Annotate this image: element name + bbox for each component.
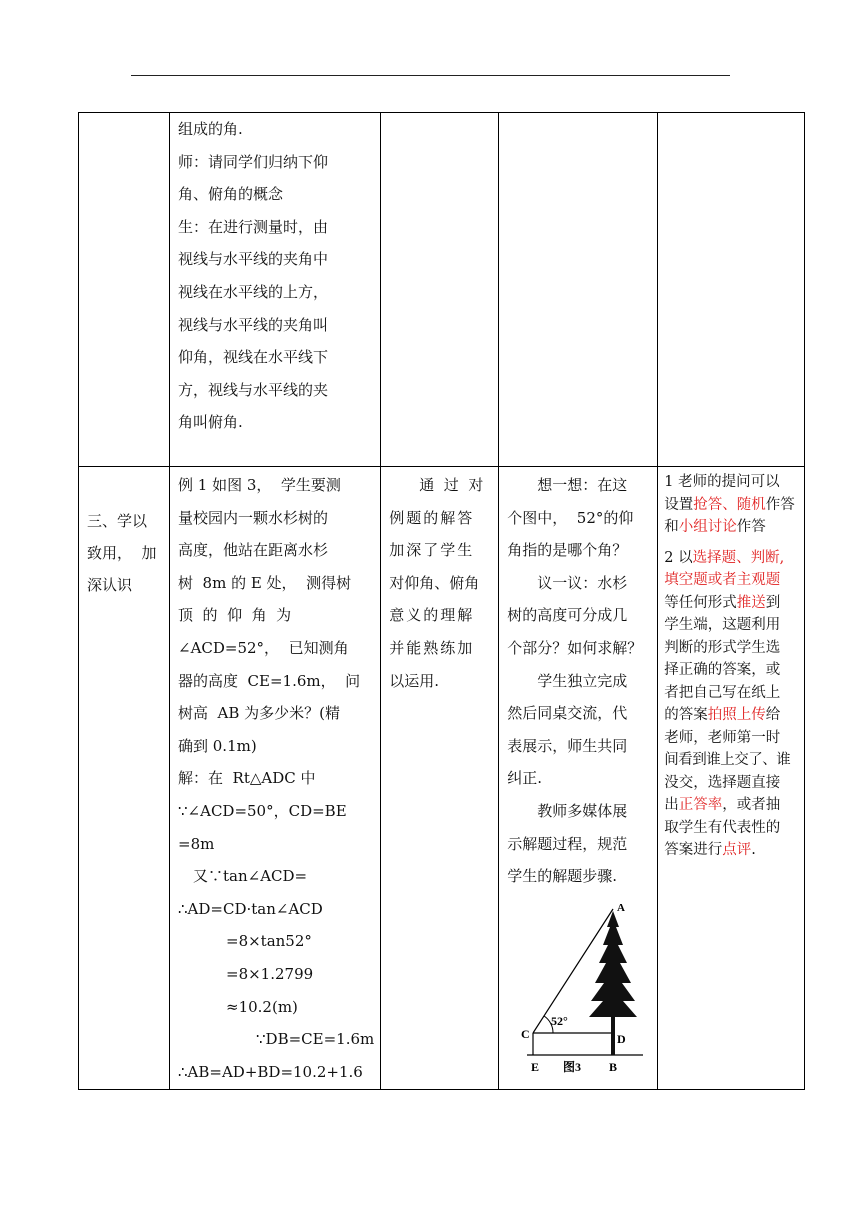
tech-text: 设置 [664, 496, 694, 513]
tech-line [664, 471, 800, 494]
tech-line: 间看到谁上交了、谁 [664, 752, 791, 768]
solution-line: =8m [178, 834, 215, 853]
example-line: 高度，他站在距离水杉 [178, 541, 329, 560]
tech-line [664, 839, 800, 862]
example-line: 树高 AB 为多少米？(精 [178, 704, 341, 723]
tech-highlight: 正答率 [678, 797, 723, 813]
tree-triangle-figure [513, 897, 653, 1077]
stage-line: 致用， 加 [87, 544, 157, 562]
tech-text: 到 [765, 594, 781, 611]
activity-line: 示解题过程，规范 [507, 834, 628, 853]
tech-line: 学生端，这题利用 [664, 617, 781, 633]
solution-line: =8×1.2799 [226, 964, 314, 983]
solution-line: ≈10.2(m) [226, 997, 298, 1016]
tech-line [664, 704, 800, 727]
example-line: 器的高度 CE=1.6m， 问 [178, 671, 361, 690]
tech-line [664, 547, 800, 570]
tech-text: 以 [678, 549, 693, 566]
content-line: 组成的角. [178, 120, 243, 138]
point-c-label: C [521, 1026, 530, 1041]
stage-line: 三、学以 [87, 512, 148, 530]
tech-text: ，或者抽 [722, 797, 781, 813]
tech-line: 取学生有代表性的 [664, 819, 781, 836]
tech-highlight: 填空题或者主观题 [664, 572, 781, 588]
tech-line: 判断的形式学生选 [664, 639, 781, 656]
design-line: 意义的理解 [389, 606, 475, 625]
tech-highlight: 点评 [722, 842, 752, 858]
activity-line: 议一议：水杉 [537, 573, 628, 592]
tech-text: 老师的提问可以 [678, 474, 780, 490]
tech-number: 2 [664, 549, 674, 566]
tech-number: 1 [664, 474, 674, 490]
content-cell [170, 113, 381, 467]
stage-cell [79, 113, 170, 467]
tech-cell [658, 467, 805, 1090]
content-line: 角、俯角的概念 [178, 185, 284, 204]
example-line: ∠ACD=52°， 已知测角 [178, 638, 349, 657]
tech-text: 出 [664, 797, 679, 813]
content-line: 视线与水平线的夹角叫 [178, 315, 329, 334]
tech-cell [658, 113, 805, 467]
tech-line [664, 516, 800, 539]
tech-line: 老师，老师第一时 [664, 729, 781, 746]
content-line: 师：请同学们归纳下仰 [178, 152, 329, 171]
tech-highlight: 小组讨论 [678, 519, 737, 535]
solution-line: ∴AD=CD·tan∠ACD [178, 899, 323, 918]
tech-text: 等任何形式 [664, 594, 737, 611]
tech-text: 作答 [765, 496, 795, 513]
design-line: 以运用. [389, 671, 440, 690]
point-e-label: E [531, 1059, 540, 1074]
angle-label: 52° [551, 1013, 569, 1028]
point-d-label: D [617, 1031, 626, 1046]
activity-line: 教师多媒体展 [537, 801, 628, 820]
tech-line [664, 592, 800, 615]
example-line: 确到 0.1m) [178, 736, 257, 755]
design-cell [381, 113, 499, 467]
figure-caption: 图3 [563, 1059, 582, 1074]
design-line: 对仰角、俯角 [389, 573, 480, 592]
content-line: 仰角，视线在水平线下 [178, 348, 329, 367]
activity-line: 想一想：在这 [537, 476, 628, 494]
design-line: 通 过 对 [419, 476, 484, 494]
design-line: 并能熟练加 [389, 638, 475, 657]
tech-line [664, 794, 800, 817]
activity-line: 纠正. [507, 769, 543, 788]
tech-text: 给 [765, 707, 781, 723]
solution-line: 解：在 Rt△ADC 中 [178, 769, 316, 788]
activity-line: 个部分？如何求解？ [507, 638, 643, 657]
design-line: 例题的解答 [389, 508, 475, 527]
activity-cell [499, 467, 658, 1090]
table-row [79, 467, 805, 1090]
tech-highlight: 推送 [736, 594, 766, 611]
tech-line [664, 569, 800, 592]
example-line: 顶 的 仰 角 为 [178, 606, 292, 625]
stage-cell [79, 467, 170, 1090]
header-rule [131, 75, 730, 76]
tech-text: . [751, 842, 756, 858]
tech-text: 和 [664, 519, 679, 535]
activity-line: 角指的是哪个角？ [507, 541, 628, 560]
tech-highlight: 选择题、判断, [692, 549, 785, 566]
tech-text: 作答 [736, 519, 766, 535]
activity-line: 个图中， 52°的仰 [507, 508, 634, 527]
tech-line: 择正确的答案，或 [664, 662, 781, 678]
design-line: 加深了学生 [389, 541, 475, 560]
solution-line: ∵DB=CE=1.6m [256, 1030, 375, 1049]
content-cell [170, 467, 381, 1090]
tech-line [664, 494, 800, 517]
tech-line: 没交，选择题直接 [664, 774, 781, 791]
tech-text: 的答案 [664, 707, 708, 723]
stage-line: 深认识 [87, 576, 133, 594]
activity-line: 树的高度可分成几 [507, 606, 628, 625]
activity-line: 学生的解题步骤. [507, 867, 618, 886]
solution-line: =8×tan52° [226, 932, 312, 951]
content-line: 方，视线与水平线的夹 [178, 380, 329, 399]
content-line: 角叫俯角. [178, 413, 243, 432]
content-line: 生：在进行测量时，由 [178, 217, 329, 236]
activity-line: 然后同桌交流，代 [507, 704, 628, 723]
solution-line: ∴AB=AD+BD=10.2+1.6 [178, 1062, 363, 1081]
tech-highlight: 拍照上传 [707, 707, 766, 723]
solution-line: 又∵tan∠ACD= [193, 867, 308, 886]
point-b-label: B [609, 1059, 618, 1074]
lesson-plan-table [78, 112, 805, 1090]
activity-line: 表展示，师生共同 [507, 736, 628, 755]
table-row [79, 113, 805, 467]
activity-line: 学生独立完成 [537, 671, 628, 690]
tech-text: 答案进行 [664, 842, 723, 858]
point-a-label: A [617, 901, 626, 914]
example-line: 例 1 如图 3， 学生要测 [178, 476, 341, 494]
example-line: 量校园内一颗水杉树的 [178, 508, 329, 527]
activity-cell [499, 113, 658, 467]
tech-highlight: 抢答、随机 [693, 496, 766, 513]
content-line: 视线在水平线的上方， [178, 282, 329, 301]
content-line: 视线与水平线的夹角中 [178, 250, 329, 269]
solution-line: ∵∠ACD=50°，CD=BE [178, 801, 347, 820]
design-cell [381, 467, 499, 1090]
tech-line: 者把自己写在纸上 [664, 684, 781, 701]
example-line: 树 8m 的 E 处， 测得树 [178, 573, 352, 592]
